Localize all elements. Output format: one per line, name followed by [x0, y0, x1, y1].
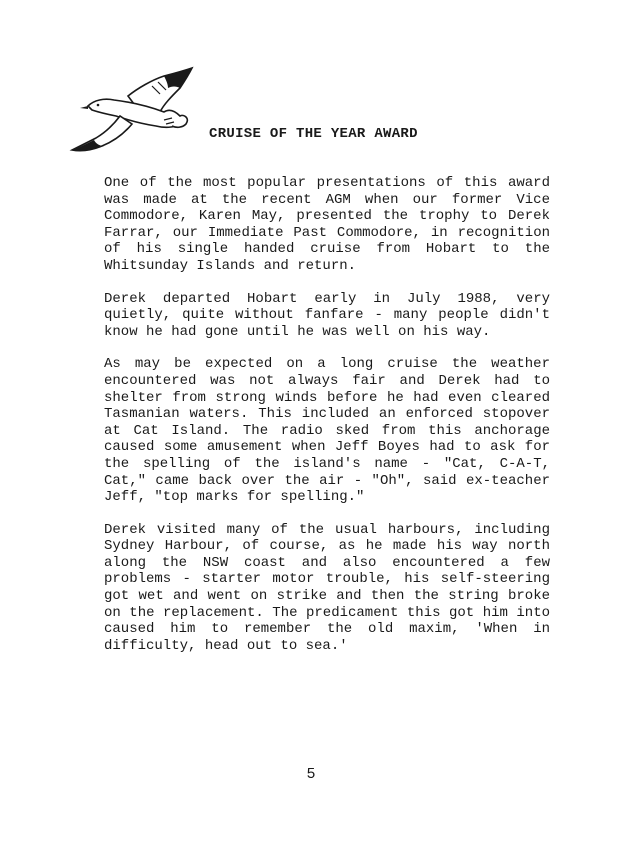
article-body [104, 175, 550, 670]
page-number: 5 [306, 766, 316, 783]
article-title: CRUISE OF THE YEAR AWARD [209, 126, 418, 142]
seagull-icon [68, 66, 196, 156]
paragraph: Derek departed Hobart early in July 1988, very quietly, quite without fanfare - many people didn't know he had gone until he was well on his way. [104, 290, 550, 340]
paragraph: One of the most popular presentations of this award was made at the recent AGM when our former Vice Commodore, Karen May, presented the trophy to Derek Farrar, our Immediate Past Commodore, in recognition of his single handed cruise from Hobart to the Whitsunday Islands and return. [104, 175, 550, 274]
paragraph: As may be expected on a long cruise the weather encountered was not always fair and Derek had to shelter from strong winds before he had even cleared Tasmanian waters. This included an enforced stopover at Cat Island. The radio sked from this anchorage caused some amusement when Jeff Boyes had to ask for the spelling of the island's name - "Cat, C-A-T, Cat," came back over the air - "Oh", said ex-teacher Jeff, "top marks for spelling." [104, 356, 550, 506]
paragraph: Derek visited many of the usual harbours, including Sydney Harbour, of course, as he made his way north along the NSW coast and also encountered a few problems - starter motor trouble, his self-steering got wet and went on strike and then the string broke on the replacement. The predicament this got him into caused him to remember the old maxim, 'When in difficulty, head out to sea.' [104, 521, 550, 654]
